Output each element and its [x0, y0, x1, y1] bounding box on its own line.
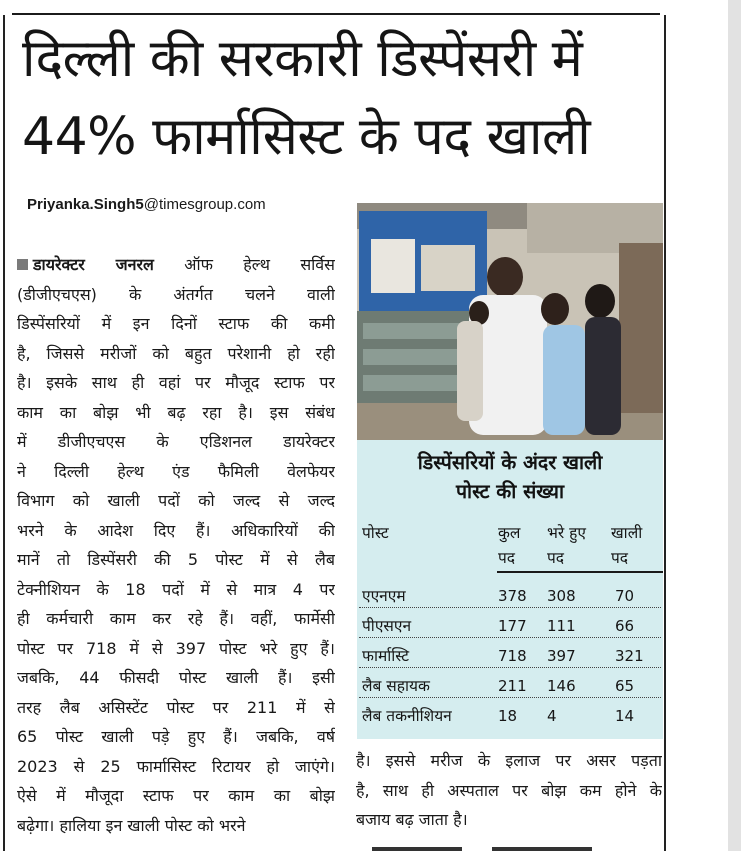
- column-header-filled-line-1: भरे हुए: [547, 524, 586, 542]
- cell-total: 211: [498, 677, 527, 695]
- table-row: [357, 643, 663, 670]
- body-line: [17, 250, 335, 280]
- body-line: (डीजीएचएस) के अंतर्गत चलने वाली: [17, 284, 335, 304]
- body-line: 2023 से 25 फार्मासिस्ट रिटायर हो जाएंगे।: [17, 756, 335, 776]
- cell-post: लैब तकनीशियन: [362, 707, 452, 725]
- next-article-stub: [372, 843, 592, 851]
- cell-vacant: 14: [615, 707, 635, 725]
- row-divider: [359, 697, 661, 698]
- byline: [27, 196, 266, 213]
- cell-filled: 111: [547, 617, 576, 635]
- headline: [22, 20, 658, 176]
- byline-domain: @timesgroup.com: [143, 196, 266, 213]
- body-line-text: ऑफ हेल्थ सर्विस: [153, 255, 335, 274]
- body-line: पोस्ट पर 718 में से 397 पोस्ट भरे हुए हैं।: [17, 638, 335, 658]
- cell-filled: 4: [547, 707, 557, 725]
- body-line: भरने के आदेश दिए हैं। अधिकारियों की: [17, 520, 335, 540]
- row-divider: [359, 667, 661, 668]
- cell-vacant: 66: [615, 617, 635, 635]
- body-line: टेक्नीशियन के 18 पदों में से मात्र 4 पर: [17, 579, 335, 599]
- row-divider: [359, 607, 661, 608]
- cell-total: 718: [498, 647, 527, 665]
- body-line: ऐसे में मौजूदा स्टाफ पर काम का बोझ: [17, 786, 335, 805]
- column-header-vacant-line-2: पद: [611, 549, 629, 567]
- right-line: है, साथ ही अस्पताल पर बोझ कम होने के: [356, 780, 662, 800]
- column-header-total-line-1: कुल: [498, 524, 521, 542]
- cell-filled: 146: [547, 677, 576, 695]
- photo-illustration: [357, 203, 663, 440]
- column-rule-right: [664, 15, 666, 851]
- cell-filled: 308: [547, 587, 576, 605]
- article-body: [17, 250, 335, 840]
- header-rule: [497, 571, 663, 573]
- cell-total: 378: [498, 587, 527, 605]
- row-divider: [359, 637, 661, 638]
- cell-vacant: 70: [615, 587, 635, 605]
- lead-bold: डायरेक्टर जनरल: [33, 255, 154, 274]
- headline-line-2: 44% फार्मासिस्ट के पद खाली: [22, 107, 591, 167]
- body-line: में डीजीएचएस के एडिशनल डायरेक्टर: [17, 432, 335, 451]
- square-bullet-icon: [17, 259, 28, 270]
- cell-vacant: 65: [615, 677, 635, 695]
- dispensary-photo: [357, 203, 663, 440]
- cell-post: एएनएम: [362, 587, 406, 605]
- cell-post: लैब सहायक: [362, 677, 430, 695]
- body-line: विभाग को खाली पदों को जल्द से जल्द: [17, 491, 335, 510]
- body-line: डिस्पेंसरियों में इन दिनों स्टाफ की कमी: [17, 314, 335, 333]
- body-line: तरह लैब असिस्टेंट पोस्ट पर 211 में से: [17, 697, 335, 717]
- right-line: बजाय बढ़ जाता है।: [356, 810, 468, 829]
- top-rule: [12, 13, 660, 15]
- vacancy-table: [357, 440, 663, 739]
- table-title-line-2: पोस्ट की संख्या: [455, 480, 565, 503]
- table-title: [357, 448, 663, 506]
- column-header-vacant: [611, 521, 642, 571]
- column-header-total-line-2: पद: [498, 549, 516, 567]
- column-header-total: [498, 521, 520, 571]
- column-header-post-text: पोस्ट: [362, 524, 389, 542]
- body-line: जबकि, 44 फीसदी पोस्ट खाली हैं। इसी: [17, 668, 335, 687]
- byline-name: Priyanka.Singh5: [27, 196, 144, 213]
- cell-total: 177: [498, 617, 527, 635]
- column-header-filled: [547, 521, 586, 571]
- table-row: [357, 673, 663, 700]
- body-line: है, जिससे मरीजों को बहुत परेशानी हो रही: [17, 343, 335, 363]
- body-line: 65 पोस्ट खाली पड़े हुए हैं। जबकि, वर्ष: [17, 727, 335, 746]
- body-line: मानें तो डिस्पेंसरी की 5 पोस्ट में से लैब: [17, 550, 335, 569]
- table-row: [357, 613, 663, 640]
- table-row: [357, 703, 663, 730]
- body-line: काम का बोझ भी बढ़ रहा है। इस संबंध: [17, 402, 335, 422]
- headline-line-1: दिल्ली की सरकारी डिस्पेंसरी में: [22, 29, 583, 89]
- right-line: है। इससे मरीज के इलाज पर असर पड़ता: [356, 751, 662, 770]
- body-line: बढ़ेगा। हालिया इन खाली पोस्ट को भरने: [17, 815, 246, 835]
- column-header-post: [362, 521, 389, 546]
- cell-filled: 397: [547, 647, 576, 665]
- cell-post: फार्मास्टि: [362, 647, 410, 665]
- column-rule-left: [3, 15, 5, 851]
- body-line: है। इसके साथ ही वहां पर मौजूद स्टाफ पर: [17, 373, 335, 392]
- body-line: ने दिल्ली हेल्थ एंड फैमिली वेलफेयर: [17, 461, 335, 481]
- cell-vacant: 321: [615, 647, 644, 665]
- cell-total: 18: [498, 707, 518, 725]
- article-continuation: [356, 746, 662, 835]
- table-row: [357, 583, 663, 610]
- page-edge: [728, 0, 741, 851]
- cell-post: पीएसएन: [362, 617, 412, 635]
- column-header-vacant-line-1: खाली: [611, 524, 643, 542]
- table-title-line-1: डिस्पेंसरियों के अंदर खाली: [417, 451, 603, 474]
- column-header-filled-line-2: पद: [547, 549, 565, 567]
- body-line: ही कर्मचारी काम कर रहे हैं। वहीं, फार्मेसी: [17, 609, 335, 628]
